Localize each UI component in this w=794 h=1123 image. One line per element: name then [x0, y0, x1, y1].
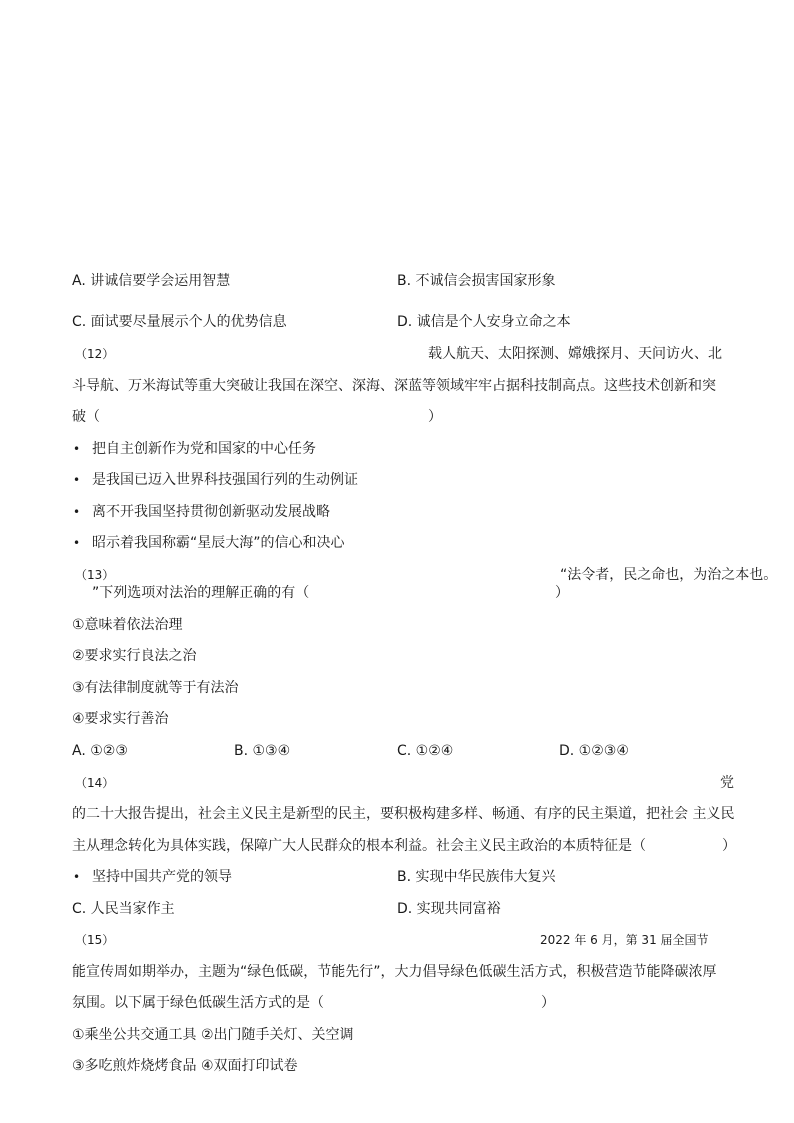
- q12-item-3: 离不开我国坚持贯彻创新驱动发展战略: [92, 504, 330, 520]
- q12-number: （12）: [75, 347, 115, 361]
- q13-statement-1: ①意味着依法治理: [72, 617, 183, 633]
- bullet-icon: •: [73, 505, 81, 519]
- q13-statement-4: ④要求实行善治: [72, 711, 169, 727]
- q15-statements-line1: ①乘坐公共交通工具 ②出门随手关灯、关空调: [72, 1027, 354, 1043]
- q11-option-b: B. 不诚信会损害国家形象: [397, 273, 556, 289]
- q14-stem-line2: 的二十大报告提出，社会主义民主是新型的民主，要积极构建多样、畅通、有序的民主渠道，把社会 主义民: [72, 806, 735, 822]
- q13-statement-3: ③有法律制度就等于有法治: [72, 680, 239, 696]
- q12-stem-line3: 破（: [72, 409, 100, 425]
- q11-option-a: A. 讲诚信要学会运用智慧: [72, 273, 231, 289]
- q13-statement-2: ②要求实行良法之治: [72, 648, 197, 664]
- q13-option-c: C. ①②④: [397, 743, 454, 759]
- q14-paren-close: ）: [722, 838, 736, 854]
- q14-option-c: C. 人民当家作主: [72, 901, 175, 917]
- q14-option-d: D. 实现共同富裕: [397, 901, 501, 917]
- q11-option-c: C. 面试要尽量展示个人的优势信息: [72, 314, 287, 330]
- q14-stem-line1: 党: [720, 775, 734, 791]
- q11-option-d: D. 诚信是个人安身立命之本: [397, 314, 571, 330]
- q15-number: （15）: [75, 933, 115, 947]
- q12-paren-close: ）: [428, 409, 442, 425]
- bullet-icon: •: [73, 536, 81, 550]
- q12-item-2: 是我国已迈入世界科技强国行列的生动例证: [92, 472, 358, 488]
- q13-stem-line2: ”下列选项对法治的理解正确的有（: [92, 585, 310, 601]
- q14-stem-line3: 主从理念转化为具体实践，保障广大人民群众的根本利益。社会主义民主政治的本质特征是（: [72, 838, 646, 854]
- q14-option-a: 坚持中国共产党的领导: [92, 869, 232, 885]
- q15-paren-close: ）: [541, 995, 555, 1011]
- q13-number: （13）: [75, 568, 115, 582]
- q14-option-b: B. 实现中华民族伟大复兴: [397, 869, 556, 885]
- q13-option-a: A. ①②③: [72, 743, 128, 759]
- q13-option-b: B. ①③④: [234, 743, 291, 759]
- q13-option-d: D. ①②③④: [559, 743, 629, 759]
- q12-item-4: 昭示着我国称霸“星辰大海”的信心和决心: [92, 535, 345, 551]
- q13-quote: “法令者，民之命也，为治之本也。: [560, 567, 778, 583]
- q12-item-1: 把自主创新作为党和国家的中心任务: [92, 441, 316, 457]
- q15-stem-line1: 2022 年 6 月，第 31 届全国节: [540, 933, 709, 947]
- q15-stem-line2: 能宣传周如期举办，主题为“绿色低碳，节能先行”，大力倡导绿色低碳生活方式，积极营造节能降碳浓厚: [72, 964, 717, 980]
- q15-stem-line3: 氛围。以下属于绿色低碳生活方式的是（: [72, 995, 324, 1011]
- q12-stem-line2: 斗导航、万米海试等重大突破让我国在深空、深海、深蓝等领域牢牢占据科技制高点。这些技术创新和突: [72, 378, 716, 394]
- bullet-icon: •: [73, 473, 81, 487]
- q12-stem-line1: 载人航天、太阳探测、嫦娥探月、天问访火、北: [428, 346, 722, 362]
- bullet-icon: •: [73, 442, 81, 456]
- bullet-icon: •: [73, 870, 81, 884]
- q13-paren-close: ）: [555, 585, 569, 601]
- q15-statements-line2: ③多吃煎炸烧烤食品 ④双面打印试卷: [72, 1058, 298, 1074]
- q14-number: （14）: [75, 776, 115, 790]
